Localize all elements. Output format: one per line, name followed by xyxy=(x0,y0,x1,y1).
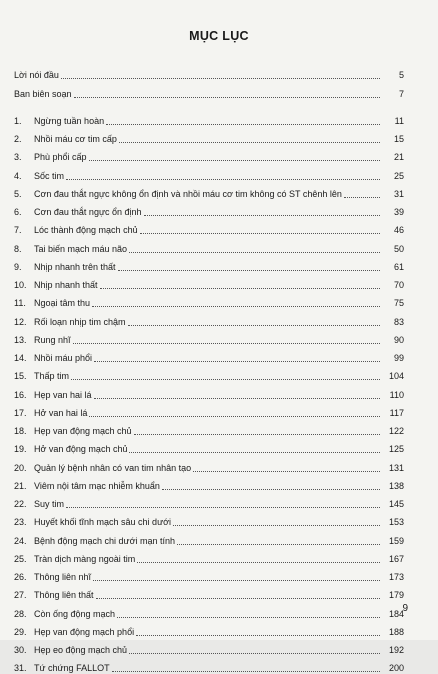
toc-entry-title: Hẹp van động mạch chủ xyxy=(34,426,132,436)
dot-leader xyxy=(129,452,380,453)
toc-entry-page: 104 xyxy=(388,371,404,382)
toc-entry-title: Lóc thành động mạch chủ xyxy=(34,225,138,236)
toc-entry-number: 14. xyxy=(14,353,27,363)
toc-entry-row xyxy=(14,273,404,291)
toc-entry-page: 7 xyxy=(398,88,404,99)
dot-leader xyxy=(100,288,380,289)
toc-entry-row xyxy=(14,346,404,364)
toc-entry-row xyxy=(14,510,404,528)
dot-leader xyxy=(93,580,380,581)
toc-entry-page: 125 xyxy=(388,444,404,455)
toc-entry-page: 75 xyxy=(393,298,404,309)
dot-leader xyxy=(61,78,380,79)
toc-entry-row xyxy=(14,437,404,455)
toc-front-matter-row xyxy=(14,81,404,99)
toc-entry-row xyxy=(14,236,404,254)
toc-entry-number: 26. xyxy=(14,572,27,582)
toc-entry-row xyxy=(14,455,404,473)
toc-entry-page: 188 xyxy=(388,626,404,637)
toc-entry-row xyxy=(14,492,404,510)
toc-entry-page: 39 xyxy=(393,207,404,217)
toc-entry-row xyxy=(14,328,404,346)
toc-entry-row xyxy=(14,182,404,200)
dot-leader xyxy=(92,306,380,307)
toc-entry-number: 19. xyxy=(14,444,27,455)
toc-entry-page: 145 xyxy=(388,499,404,509)
toc-entry-page: 138 xyxy=(388,480,404,491)
toc-entry-number: 9. xyxy=(14,261,22,272)
toc-entry-title: Tràn dịch màng ngoài tim xyxy=(34,553,136,564)
toc-entry-row xyxy=(14,382,404,400)
dot-leader xyxy=(134,434,380,435)
toc-entry-row xyxy=(14,163,404,181)
toc-entry-number: 25. xyxy=(14,553,27,564)
toc-entry-number: 17. xyxy=(14,407,27,418)
toc-entry-title: Cơn đau thắt ngực không ổn định và nhồi máu cơ tim không có ST chênh lên xyxy=(34,188,342,199)
dot-leader xyxy=(137,562,380,563)
toc-entry-row xyxy=(14,309,404,327)
dot-leader xyxy=(71,379,380,380)
toc-entry-row xyxy=(14,601,404,619)
toc-entry-title: Ngừng tuần hoàn xyxy=(34,115,105,126)
toc-entry-number: 27. xyxy=(14,590,27,601)
toc-entry-row xyxy=(14,145,404,163)
toc-entry-row xyxy=(14,401,404,419)
toc-entry-page: 90 xyxy=(393,334,404,345)
toc-entry-number: 1. xyxy=(14,115,22,126)
toc-entry-row xyxy=(14,547,404,565)
toc-entry-title: Phù phổi cấp xyxy=(34,152,87,163)
dot-leader xyxy=(89,416,380,417)
dot-leader xyxy=(66,179,380,180)
dot-leader xyxy=(66,507,380,508)
toc-entry-title: Huyết khối tĩnh mạch sâu chi dưới xyxy=(34,517,171,528)
toc-entry-page: 200 xyxy=(388,663,404,674)
toc-entry-page: 21 xyxy=(393,152,404,163)
toc-entry-page: 173 xyxy=(388,572,404,582)
dot-leader xyxy=(144,215,381,216)
dot-leader xyxy=(140,233,380,234)
toc-entry-number: 4. xyxy=(14,170,22,181)
toc-entry-row xyxy=(14,620,404,638)
toc-entry-title: Lời nói đầu xyxy=(14,70,59,81)
toc-entry-page: 153 xyxy=(388,517,404,528)
toc-entry-row xyxy=(14,200,404,218)
toc-entry-title: Hẹp eo động mạch chủ xyxy=(34,645,128,655)
toc-entry-number: 18. xyxy=(14,426,27,436)
toc-entry-row xyxy=(14,127,404,145)
toc-entry-title: Ban biên soạn xyxy=(14,88,72,99)
toc-entry-number: 24. xyxy=(14,535,27,546)
dot-leader xyxy=(128,325,380,326)
toc-entry-page: 167 xyxy=(388,553,404,564)
toc-entry-title: Còn ống động mạch xyxy=(34,608,116,619)
dot-leader xyxy=(162,489,380,490)
dot-leader xyxy=(74,97,380,98)
toc-entry-number: 23. xyxy=(14,517,27,528)
toc-entry-title: Thông liên thất xyxy=(34,590,94,601)
toc-entry-row xyxy=(14,565,404,583)
table-of-contents xyxy=(14,63,404,674)
toc-entry-row xyxy=(14,218,404,236)
toc-entry-page: 25 xyxy=(393,170,404,181)
toc-entry-number: 12. xyxy=(14,316,27,327)
toc-entry-row xyxy=(14,419,404,437)
toc-entry-number: 30. xyxy=(14,645,27,655)
dot-leader xyxy=(129,252,380,253)
toc-entry-row xyxy=(14,638,404,656)
toc-entry-page: 5 xyxy=(398,70,404,81)
toc-entry-number: 21. xyxy=(14,480,27,491)
toc-entry-title: Thông liên nhĩ xyxy=(34,572,92,582)
dot-leader xyxy=(106,124,380,125)
toc-entry-page: 31 xyxy=(393,188,404,199)
toc-entry-page: 46 xyxy=(393,225,404,236)
toc-entry-title: Ngoại tâm thu xyxy=(34,298,91,309)
toc-entry-title: Sốc tim xyxy=(34,170,65,181)
dot-leader xyxy=(73,343,380,344)
toc-entry-row xyxy=(14,109,404,127)
toc-entry-page: 99 xyxy=(393,353,404,363)
toc-entry-page: 61 xyxy=(393,261,404,272)
dot-leader xyxy=(112,671,380,672)
toc-entry-page: 159 xyxy=(388,535,404,546)
dot-leader xyxy=(173,525,380,526)
toc-entry-row xyxy=(14,474,404,492)
toc-entry-page: 179 xyxy=(388,590,404,601)
dot-leader xyxy=(96,598,380,599)
dot-leader xyxy=(177,544,380,545)
toc-entry-number: 3. xyxy=(14,152,22,163)
toc-entry-title: Nhồi máu phổi xyxy=(34,353,93,363)
toc-entry-row xyxy=(14,583,404,601)
toc-entry-number: 8. xyxy=(14,243,22,254)
toc-entry-title: Cơn đau thắt ngực ổn định xyxy=(34,207,142,217)
toc-entry-title: Rung nhĩ xyxy=(34,334,71,345)
toc-entry-number: 15. xyxy=(14,371,27,382)
toc-entry-title: Hở van động mạch chủ xyxy=(34,444,128,455)
dot-leader xyxy=(94,361,380,362)
dot-leader xyxy=(119,142,380,143)
toc-entry-number: 20. xyxy=(14,462,27,473)
dot-leader xyxy=(129,653,380,654)
toc-entry-page: 70 xyxy=(393,280,404,290)
toc-entry-row xyxy=(14,656,404,674)
toc-entry-number: 11. xyxy=(14,298,26,309)
toc-entry-title: Bệnh động mạch chi dưới mạn tính xyxy=(34,535,176,546)
toc-title: MỤC LỤC xyxy=(189,29,249,43)
toc-entry-page: 15 xyxy=(393,134,404,144)
toc-entry-row xyxy=(14,364,404,382)
toc-entry-page: 184 xyxy=(388,608,404,619)
toc-entry-page: 192 xyxy=(388,645,404,655)
toc-entry-row xyxy=(14,291,404,309)
toc-entry-title: Tứ chứng FALLOT xyxy=(34,663,110,674)
toc-entry-number: 2. xyxy=(14,134,22,144)
toc-entry-number: 28. xyxy=(14,608,27,619)
dot-leader xyxy=(136,635,380,636)
toc-entry-number: 6. xyxy=(14,207,22,217)
toc-entry-number: 13. xyxy=(14,334,27,345)
dot-leader xyxy=(117,617,380,618)
toc-entry-page: 117 xyxy=(389,407,404,418)
dot-leader xyxy=(193,471,380,472)
toc-entry-page: 122 xyxy=(388,426,404,436)
page-number: 9 xyxy=(402,603,408,614)
toc-front-matter-row xyxy=(14,63,404,81)
toc-entry-number: 7. xyxy=(14,225,22,236)
toc-entry-title: Tai biến mạch máu não xyxy=(34,243,128,254)
toc-entry-title: Hở van hai lá xyxy=(34,407,88,418)
toc-entry-title: Suy tim xyxy=(34,499,65,509)
toc-entry-number: 5. xyxy=(14,188,22,199)
toc-entry-page: 131 xyxy=(388,462,404,473)
dot-leader xyxy=(118,270,380,271)
dot-leader xyxy=(89,160,380,161)
toc-entry-title: Quản lý bệnh nhân có van tim nhân tạo xyxy=(34,462,192,473)
toc-entry-title: Nhịp nhanh trên thất xyxy=(34,261,116,272)
toc-entry-title: Viêm nội tâm mạc nhiễm khuẩn xyxy=(34,480,160,491)
toc-entry-number: 22. xyxy=(14,499,27,509)
toc-entry-number: 10. xyxy=(14,280,27,290)
toc-entry-page: 11 xyxy=(394,115,404,126)
toc-entry-page: 110 xyxy=(389,389,404,400)
toc-entry-title: Hẹp van hai lá xyxy=(34,389,92,400)
toc-entry-row xyxy=(14,528,404,546)
toc-entry-page: 50 xyxy=(393,243,404,254)
toc-entry-number: 16. xyxy=(14,389,27,400)
toc-entry-title: Hẹp van động mạch phổi xyxy=(34,626,135,637)
toc-entry-title: Nhồi máu cơ tim cấp xyxy=(34,134,117,144)
toc-entry-page: 83 xyxy=(393,316,404,327)
toc-entry-row xyxy=(14,255,404,273)
toc-entry-number: 31. xyxy=(14,663,27,674)
toc-entry-title: Rối loạn nhịp tim chậm xyxy=(34,316,126,327)
toc-entry-title: Thấp tim xyxy=(34,371,70,382)
toc-entry-title: Nhịp nhanh thất xyxy=(34,280,98,290)
dot-leader xyxy=(94,398,380,399)
toc-entry-number: 29. xyxy=(14,626,27,637)
dot-leader xyxy=(344,197,380,198)
